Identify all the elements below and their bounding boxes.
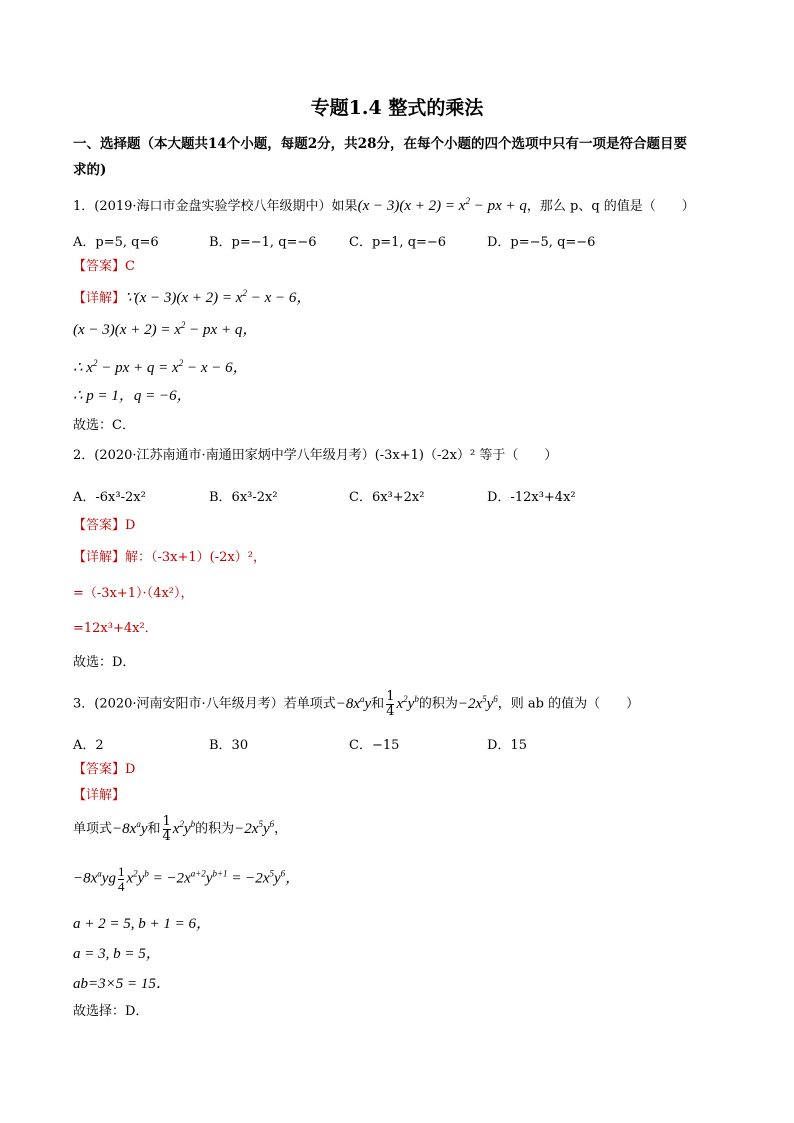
q3-step4: a = 3, b = 5，	[73, 946, 161, 962]
q2-detail-line1	[73, 551, 266, 564]
q3-step3: a + 2 = 5, b + 1 = 6，	[73, 916, 211, 932]
q1-math: $(x - 3)(x + 2) = x^2$ − px + q	[357, 196, 527, 214]
q3-option-c: C．−15	[349, 738, 400, 753]
q3-step1: 单项式$-8x^ay$和 $\frac{1}{4}$ $x^2y^b$的积为$-2x^5y^6$，	[73, 814, 288, 844]
q2-step3: =12x³+4x²．	[73, 621, 158, 636]
q1-stem	[73, 197, 695, 214]
q3-fraction: $\frac{1}{4}$	[386, 689, 395, 719]
q1-prefix: 1．(2019·海口市金盘实验学校八年级期中）如果	[73, 199, 358, 214]
q2-option-d: D．-12x³+4x²	[487, 490, 576, 505]
q3-answer: 【答案】D	[73, 762, 136, 777]
q1-option-d: D．p=−5, q=−6	[487, 235, 596, 250]
q3-stem: 3．(2020·河南安阳市·八年级月考）若单项式$-8x^ay$和 $\frac{1}{4}$ $x^2y^b$的积为$-2x^5y^6$，则 ab 的值为（ ）	[73, 689, 640, 719]
q2-option-c: C．6x³+2x²	[349, 490, 425, 505]
q3-option-a: A．2	[73, 738, 104, 753]
q2-stem: 2．(2020·江苏南通市·南通田家炳中学八年级月考）(-3x+1)（-2x）² 等于（ ）	[73, 448, 558, 463]
q1-option-b: B．p=−1, q=−6	[209, 235, 317, 250]
q1-suffix: ，那么 p、q 的值是（ ）	[526, 199, 695, 214]
q2-answer: 【答案】D	[73, 518, 136, 533]
q2-step1: 解：（-3x+1）(-2x）²，	[125, 550, 266, 565]
q2-option-b: B．6x³-2x²	[209, 490, 278, 505]
q1-option-c: C．p=1, q=−6	[349, 235, 447, 250]
section-heading-line1: 一、选择题（本大题共14个小题，每题2分，共28分，在每个小题的四个选项中只有一项是符合题目要	[73, 136, 687, 152]
q1-answer: 【答案】C	[73, 259, 135, 274]
q1-detail-line1: 【详解】∵(x − $3)(x + 2) = x^2 - x - 6$，	[73, 288, 312, 306]
q2-conclusion: 故选：D．	[73, 655, 136, 670]
q2-detail-label: 【详解】	[73, 550, 126, 565]
q3-conclusion: 故选择：D．	[73, 1004, 149, 1019]
q3-and: 和	[371, 696, 385, 712]
page-title: 专题1.4 整式的乘法	[310, 97, 484, 119]
q1-step2: $(x - 3)(x + 2) = x^2$ − px + q，	[73, 320, 258, 338]
q1-step3: ∴ $x^2$ − px + $q = x^2 - x - 6$，	[73, 358, 248, 376]
q3-detail-label: 【详解】	[73, 788, 126, 803]
q2-step2: =（-3x+1）·（4x²），	[73, 586, 194, 601]
q1-conclusion: 故选：C．	[73, 418, 135, 433]
section-heading-line2: 求的)	[73, 162, 107, 178]
q1-step4: ∴ p = 1，q = −6，	[73, 388, 192, 404]
q3-suffix: ，则 ab 的值为（ ）	[497, 696, 640, 712]
q1-option-a: A．p=5, q=6	[73, 235, 159, 250]
q2-option-a: A．-6x³-2x²	[73, 490, 146, 505]
q3-option-d: D．15	[487, 738, 527, 753]
q3-step2: $-8x^ayg$ $\frac{1}{4}$ $x^2y^b = -2x^{a+2}y^{b+1} = -2x^5y^6$，	[73, 864, 301, 894]
q3-mid: 的积为	[418, 696, 458, 712]
q1-detail-label: 【详解】	[73, 291, 126, 306]
q3-option-b: B．30	[209, 738, 249, 753]
q3-prefix: 3．(2020·河南安阳市·八年级月考）若单项式	[73, 696, 336, 712]
q3-step5: ab=3×5 = 15．	[73, 976, 171, 992]
